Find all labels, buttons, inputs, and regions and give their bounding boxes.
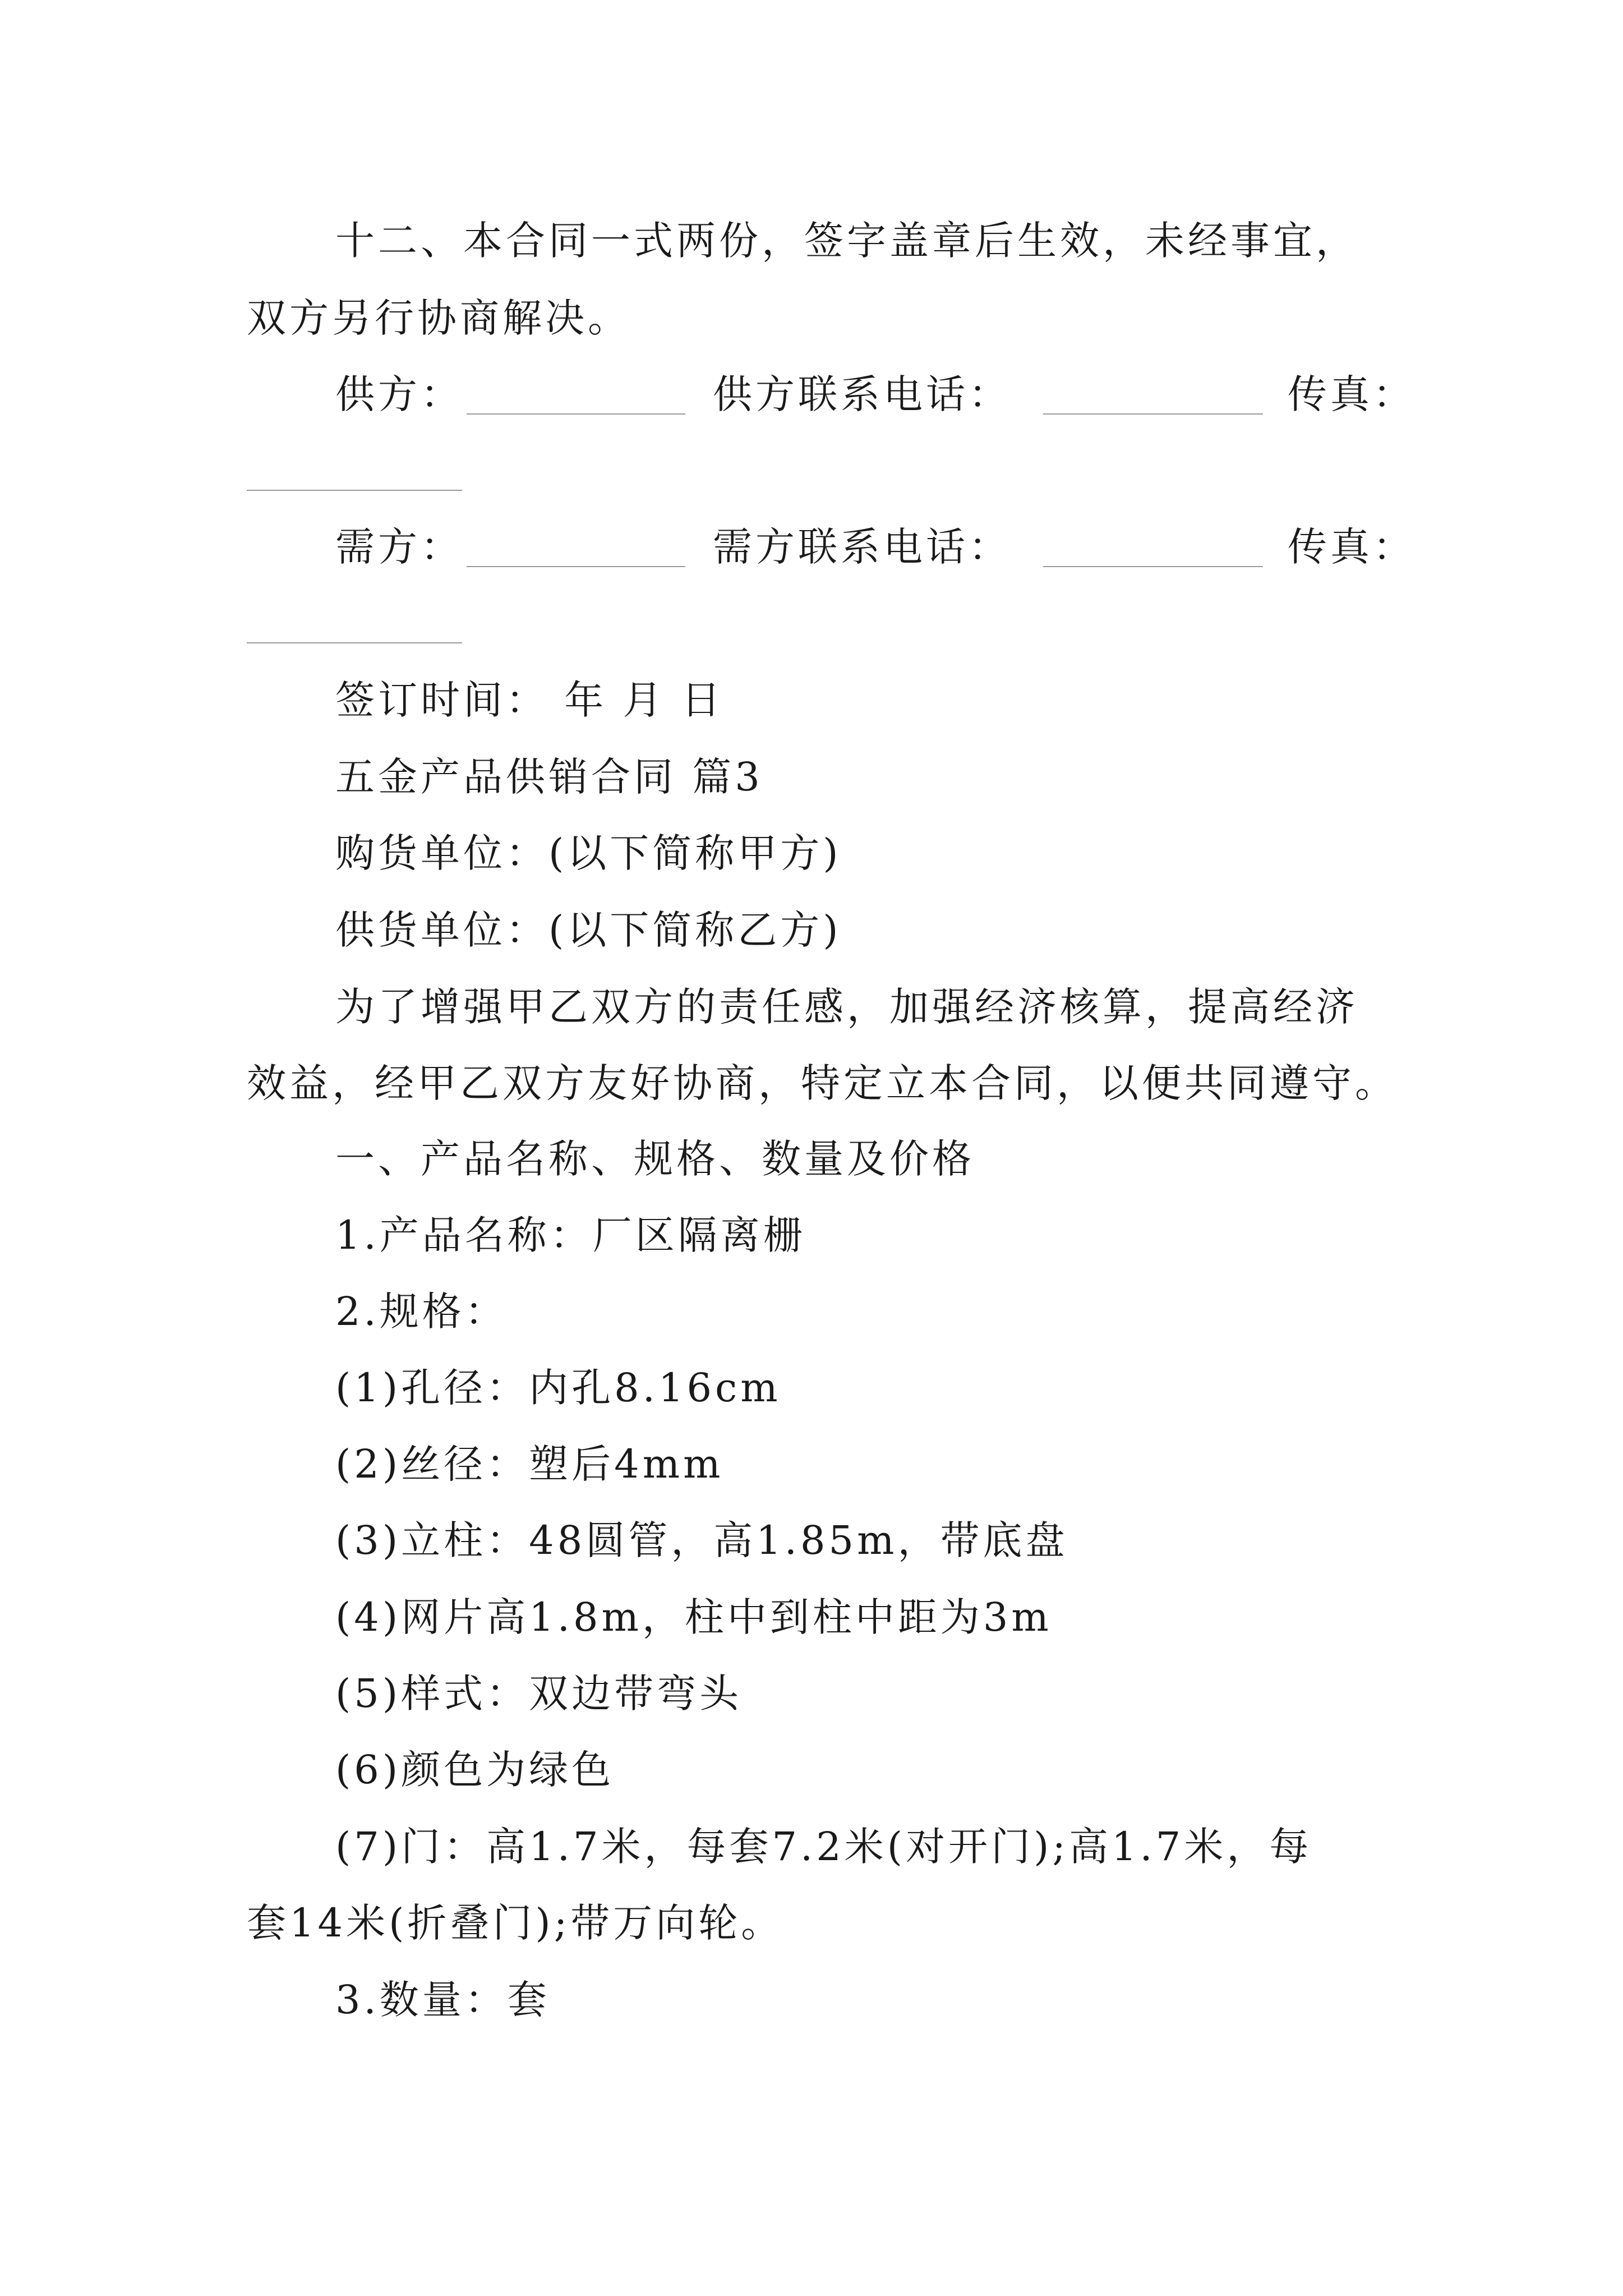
buyer-label: 需方： — [335, 524, 463, 570]
contract-heading: 五金产品供销合同 篇3 — [335, 754, 763, 800]
spec-item-7-line-1: (7)门：高1.7米，每套7.2米(对开门);高1.7米，每 — [335, 1824, 1312, 1870]
buyer-fax-blank — [247, 642, 462, 643]
supplier-phone-blank — [1043, 413, 1263, 415]
preamble-line-2: 效益，经甲乙双方友好协商，特定立本合同，以便共同遵守。 — [247, 1060, 1398, 1106]
buyer-fax-label: 传真： — [1288, 524, 1415, 570]
preamble-line-1: 为了增强甲乙双方的责任感，加强经济核算，提高经济 — [335, 984, 1358, 1030]
spec-item-7-line-2: 套14米(折叠门);带万向轮。 — [247, 1900, 784, 1946]
spec-item-5: (5)样式：双边带弯头 — [335, 1671, 743, 1717]
section-1-heading: 一、产品名称、规格、数量及价格 — [335, 1136, 975, 1182]
buyer-name-blank — [467, 566, 685, 567]
spec-item-4: (4)网片高1.8m，柱中到柱中距为3m — [335, 1594, 1052, 1640]
quantity: 3.数量：套 — [335, 1977, 550, 2023]
supplier-label: 供方： — [335, 371, 463, 417]
signing-date: 签订时间： 年 月 日 — [335, 677, 724, 723]
supplier-fax-blank — [247, 490, 462, 491]
supplier-fax-label: 传真： — [1288, 371, 1415, 417]
spec-item-6: (6)颜色为绿色 — [335, 1747, 615, 1793]
purchaser-unit: 购货单位：(以下简称甲方) — [335, 830, 842, 876]
spec-heading: 2.规格： — [335, 1289, 508, 1335]
clause-12-line-2: 双方另行协商解决。 — [247, 295, 630, 341]
buyer-phone-blank — [1043, 566, 1263, 567]
supplier-phone-label: 供方联系电话： — [713, 371, 1011, 417]
spec-item-2: (2)丝径：塑后4mm — [335, 1441, 724, 1487]
product-name: 1.产品名称：厂区隔离栅 — [335, 1212, 806, 1258]
spec-item-3: (3)立柱：48圆管，高1.85m，带底盘 — [335, 1517, 1068, 1563]
supplier-unit: 供货单位：(以下简称乙方) — [335, 907, 842, 953]
clause-12-line-1: 十二、本合同一式两份，签字盖章后生效，未经事宜， — [335, 218, 1358, 264]
spec-item-1: (1)孔径：内孔8.16cm — [335, 1365, 781, 1411]
supplier-name-blank — [467, 413, 685, 415]
buyer-phone-label: 需方联系电话： — [713, 524, 1011, 570]
